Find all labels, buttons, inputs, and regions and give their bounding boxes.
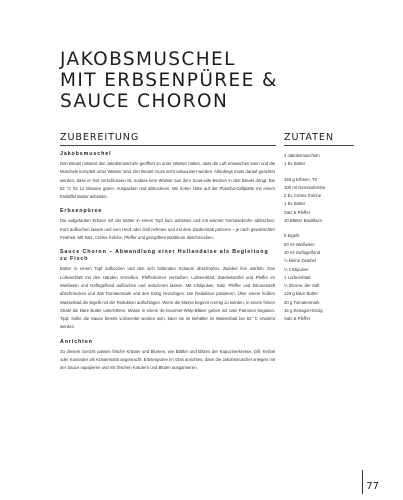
ingredient-item: 10 Blätter Basilikum — [284, 218, 322, 224]
ingredients-rule — [284, 145, 354, 146]
section-heading: Sauce Choron – Abwandlung einer Hollandaise als Begleitung zu Fisch — [60, 249, 269, 263]
ingredients-heading: ZUTATEN — [284, 132, 334, 143]
ingredient-item: ½ kleine Zwiebel — [284, 258, 317, 264]
ingredient-item: 4 Jakobsmuscheln — [284, 153, 320, 158]
ingredient-group-pea-puree — [284, 176, 354, 226]
ingredient-item: 15 g Estragon-Essig — [284, 308, 323, 314]
section-text: Zu diesem Gericht passen frische Kräuter und Blumen, wie Blätter und Blüten der Kapuzinerkresse, Dill, Kerbel oder Koriander als Kräutersalat angemacht. Erbsenpüree im Glas anrichten, dann die Jakobsmuschel anlegen mit der Sauce napajieren und mit frischen Kräutern und Blüten ausgarnieren. — [60, 348, 275, 371]
ingredient-group-scallop — [284, 152, 354, 169]
section-sauce-choron — [60, 249, 275, 331]
ingredient-item: 1 EL Butter — [284, 201, 306, 207]
ingredient-item: 125 g klare Butter — [284, 291, 318, 297]
section-heading: Erbsenpüree — [60, 208, 103, 215]
ingredient-item: Salz & Pfeffer — [284, 209, 311, 215]
ingredient-item: 450 g Erbsen, TK — [284, 176, 318, 182]
page-number: 77 — [366, 481, 379, 492]
ingredients-list — [284, 152, 354, 331]
ingredient-item: 2 EL Crème fraîche — [284, 193, 322, 199]
page-number-rule — [362, 470, 363, 494]
ingredient-item: 20 g Tomatenmark — [284, 299, 320, 305]
ingredient-item: ½ Chilipulver — [284, 266, 309, 272]
ingredient-item: 5 Eigelb — [284, 233, 300, 239]
ingredient-item: 1 EL Butter — [284, 161, 306, 167]
section-plating — [60, 339, 275, 373]
section-text: Den Beutel mitsamt den Jakobsmuscheln geöffnet so unter Wasser halten, dass die Luft entweichen kann und die Muscheln komplett unter Wasser sind. Der Beutel muss nicht vakuumiert werden. Allerdings muss darauf geachtet werden, dass er fest verschlossen ist, sodass kein Wasser aus dem Sous-vide-Becken in den Beutel dringt. Bei 52 °C für 12 Minuten garen. Auspacken und abtrocknen. Bei hoher Hitze auf der Plancha-Grillplatte mit einem Esslöffel Butter anbraten. — [60, 161, 275, 200]
ingredient-item: 60 ml Weißwein — [284, 241, 315, 247]
section-text: Die aufgetauten Erbsen mit der Butter in einem Topf kurz anbraten und mit warmer Gemüsebrühe ablöschen. Kurz aufkochen lassen und vom Herd oder Grill nehmen und mit dem Zauberstab pürieren – je nach gewünschter Feinheit. Mit Salz, Crème fraîche, Pfeffer und gezupftem Basilikum abschmecken. — [60, 218, 275, 241]
ingredient-item: 40 ml Geflügelfond — [284, 249, 321, 255]
section-scallop — [60, 151, 275, 201]
title-line-2: MIT ERBSENPÜREE & — [60, 70, 278, 91]
preparation-steps — [60, 151, 275, 380]
ingredient-item: ½ Zitrone, der Saft — [284, 283, 320, 289]
preparation-heading: ZUBEREITUNG — [60, 132, 140, 143]
preparation-rule — [60, 145, 276, 146]
section-pea-puree — [60, 208, 275, 242]
section-heading: Anrichten — [60, 338, 93, 345]
ingredient-item: 1 Lorbeerblatt — [284, 274, 311, 280]
recipe-title — [60, 49, 360, 112]
title-line-1: JAKOBSMUSCHEL — [60, 49, 236, 70]
title-line-3: SAUCE CHORON — [60, 91, 229, 112]
ingredient-group-sauce — [284, 232, 354, 323]
section-heading: Jakobsmuschel — [60, 151, 112, 157]
ingredient-item: Salz & Pfeffer — [284, 316, 311, 322]
section-text: Butter in einem Topf aufkochen und den sich bildenden Schaum abschöpfen. Zwiebel fein würfeln. Das Lorbeerblatt mit den Händen zerreißen. Pfefferkörner zerstoßen. Lorbeerblatt, Zwiebelwürfel und Pfeffer im Weißwein und Geflügelfond aufkochen und reduzieren lassen. Mit Chilipulver, Salz, Pfeffer und Zitronensaft abschmecken und das Tomatenmark und den Essig hinzufügen. Die Reduktion passieren. Über einem heißen Wasserbad die Eigelb mit der Reduktion aufschlagen. Wenn die Masse beginnt cremig zu werden, in einem feinen Strahl die klare Butter unterrühren. Masse in einem iSi-Gourmet-Whip-Bläser geben mit zwei Patronen begasen. Tipp: Sollte die Sauce bereits vorbereitet worden sein, kann sie im Behälter im Wasserbad bei 62 °C erwärmt werden. — [60, 266, 275, 330]
ingredient-item: 100 ml Gemüsebrühe — [284, 184, 326, 190]
